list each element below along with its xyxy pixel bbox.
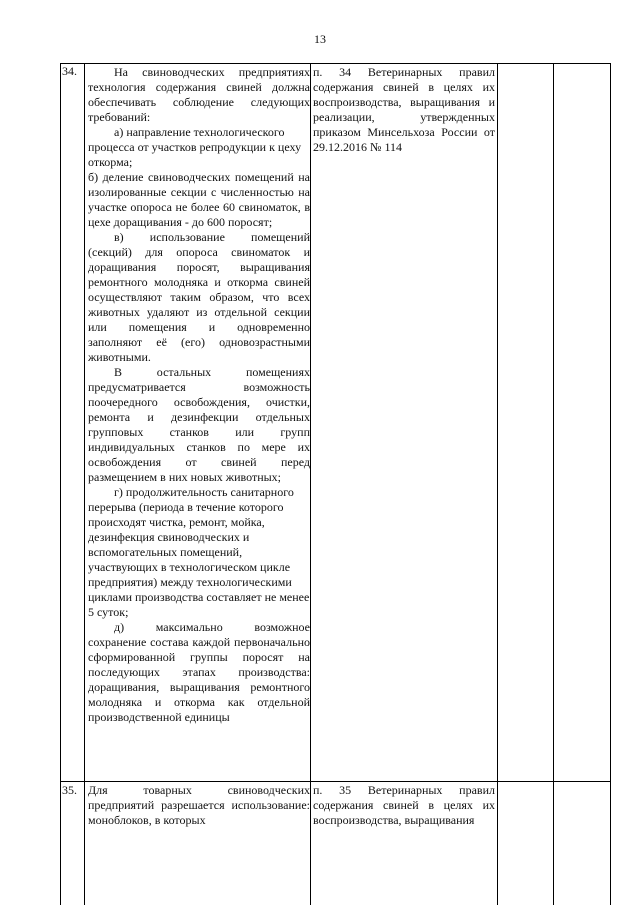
column-border-check <box>553 63 554 905</box>
requirement-paragraph: Для товарных свиноводческих предприятий разрешается использование: моноблоков, в которых <box>88 783 310 827</box>
requirement-item-v: в) использование помещений (секций) для опороса свиноматок и доращивания поросят, выращивания ремонтного молодняка и откорма свиней осуществляют таким образом, что всех животных удаляют из отдельной секции или помещения и одновременно заполняют её (его) одновозрастными животными. <box>88 230 310 364</box>
column-border-requirement <box>310 63 311 905</box>
page-number: 13 <box>314 32 326 46</box>
legal-source: п. 35 Ветеринарных правил содержания свиней в целях их воспроизводства, выращивания <box>313 783 495 827</box>
column-border-number <box>84 63 85 905</box>
column-border-right <box>610 63 611 905</box>
requirement-item-d: д) максимально возможное сохранение состава каждой первоначально сформированной группы поросят на последующих этапах производства: доращивания, выращивания ремонтного молодняка и откорма как отдельной производственной единицы <box>88 620 310 724</box>
row-number: 34. <box>62 64 77 78</box>
row-number: 35. <box>62 783 77 797</box>
legal-source: п. 34 Ветеринарных правил содержания свиней в целях их воспроизводства, выращивания и реализации, утвержденных приказом Минсельхоза России от 29.12.2016 № 114 <box>313 65 495 154</box>
table-top-border <box>60 63 611 64</box>
requirement-paragraph: В остальных помещениях предусматривается возможность поочередного освобождения, очистки, ремонта и дезинфекции отдельных групповых станков или групп индивидуальных станков по мере их освобождения от свиней перед размещением в них новых животных; <box>88 365 310 484</box>
row-divider <box>60 781 611 782</box>
column-border-left <box>60 63 61 905</box>
requirement-item-g: г) продолжительность санитарного перерыва (периода в течение которого происходят чистка, ремонт, мойка, дезинфекция свиноводческих и вспомогательных помещений, участвующих в технологическом цикле предприятия) между технологическими циклами производства составляет не менее 5 суток; <box>88 485 310 619</box>
column-border-source <box>497 63 498 905</box>
requirement-item-a: а) направление технологического процесса от участков репродукции к цеху откорма; <box>88 125 302 169</box>
requirement-item-b: б) деление свиноводческих помещений на изолированные секции с численностью на участке опороса не более 60 свиноматок, в цехе доращивания - до 600 поросят; <box>88 170 310 229</box>
requirement-text <box>88 783 310 828</box>
requirement-paragraph: На свиноводческих предприятиях технология содержания свиней должна обеспечивать соблюдение следующих требований: <box>88 65 310 124</box>
requirement-text <box>88 65 310 725</box>
